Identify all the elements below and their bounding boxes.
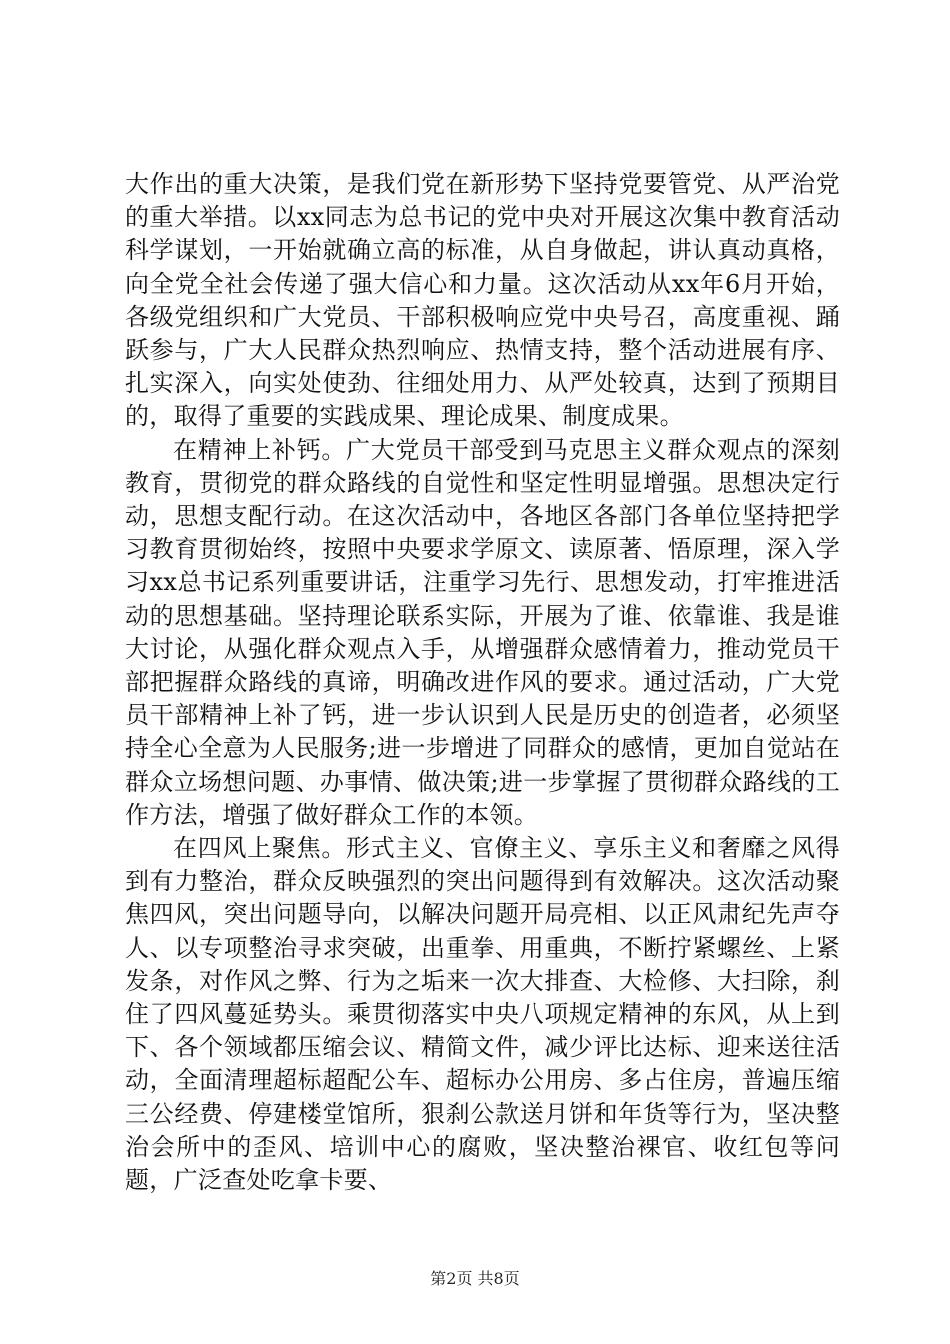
paragraph-continuation: 大作出的重大决策，是我们党在新形势下坚持党要管党、从严治党的重大举措。以xx同志为总书记的党中央对开展这次集中教育活动科学谋划，一开始就确立高的标准，从自身做起，讲认真动真格，向全党全社会传递了强大信心和力量。这次活动从xx年6月开始，各级党组织和广大党员、干部积极响应党中央号召，高度重视、踊跃参与，广大人民群众热烈响应、热情支持，整个活动进展有序、扎实深入，向实处使劲、往细处用力、从严处较真，达到了预期目的，取得了重要的实践成果、理论成果、制度成果。 — [125, 170, 840, 431]
document-body — [125, 168, 840, 1197]
page-number-footer: 第2页 共8页 — [430, 1269, 520, 1288]
paragraph-spirit-calcium: 在精神上补钙。广大党员干部受到马克思主义群众观点的深刻教育，贯彻党的群众路线的自觉性和坚定性明显增强。思想决定行动，思想支配行动。在这次活动中，各地区各部门各单位坚持把学习教育贯彻始终，按照中央要求学原文、读原著、悟原理，深入学习xx总书记系列重要讲话，注重学习先行、思想发动，打牢推进活动的思想基础。坚持理论联系实际，开展为了谁、依靠谁、我是谁大讨论，从强化群众观点入手，从增强群众感情着力，推动党员干部把握群众路线的真谛，明确改进作风的要求。通过活动，广大党员干部精神上补了钙，进一步认识到人民是历史的创造者，必须坚持全心全意为人民服务;进一步增进了同群众的感情，更加自觉站在群众立场想问题、办事情、做决策;进一步掌握了贯彻群众路线的工作方法，增强了做好群众工作的本领。 — [125, 435, 840, 829]
paragraph-four-winds: 在四风上聚焦。形式主义、官僚主义、享乐主义和奢靡之风得到有力整治，群众反映强烈的突出问题得到有效解决。这次活动聚焦四风，突出问题导向，以解决问题开局亮相、以正风肃纪先声夺人、以专项整治寻求突破，出重拳、用重典，不断拧紧螺丝、上紧发条，对作风之弊、行为之垢来一次大排查、大检修、大扫除，刹住了四风蔓延势头。乘贯彻落实中央八项规定精神的东风，从上到下、各个领域都压缩会议、精简文件，减少评比达标、迎来送往活动，全面清理超标超配公车、超标办公用房、多占住房，普遍压缩三公经费、停建楼堂馆所，狠刹公款送月饼和年货等行为，坚决整治会所中的歪风、培训中心的腐败，坚决整治裸官、收红包等问题，广泛查处吃拿卡要、 — [125, 834, 840, 1195]
